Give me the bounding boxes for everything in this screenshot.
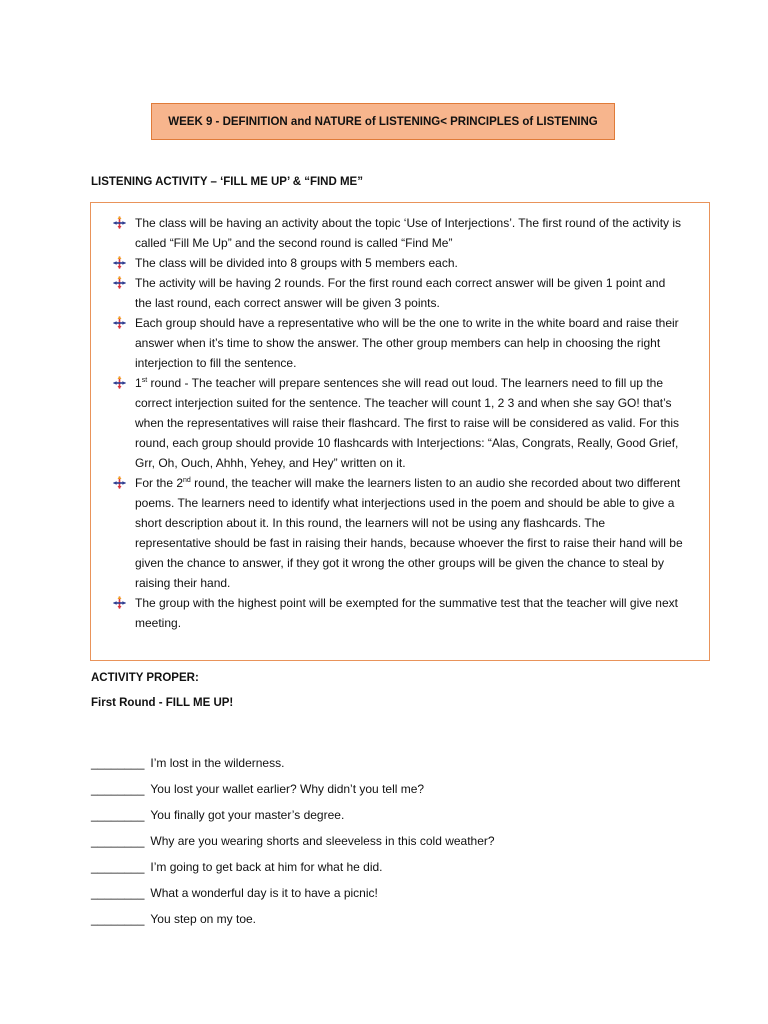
instruction-item: The class will be having an activity about the topic ‘Use of Interjections’. The first round of the activity is called “Fill Me Up” and the second round is called “Find Me” — [113, 213, 683, 253]
four-way-arrow-bullet-icon — [113, 256, 126, 269]
four-way-arrow-bullet-icon — [113, 596, 126, 609]
instruction-item: The activity will be having 2 rounds. For the first round each correct answer will be given 1 point and the last round, each correct answer will be given 3 points. — [113, 273, 683, 313]
four-way-arrow-bullet-icon — [113, 376, 126, 389]
instruction-item: The class will be divided into 8 groups with 5 members each. — [113, 253, 683, 273]
sentence-item: ________ Why are you wearing shorts and sleeveless in this cold weather? — [91, 828, 495, 854]
answer-blank: ________ — [91, 912, 145, 926]
activity-heading: LISTENING ACTIVITY – ‘FILL ME UP’ & “FIND ME” — [91, 176, 363, 188]
page-title-text: WEEK 9 - DEFINITION and NATURE of LISTENING< PRINCIPLES of LISTENING — [168, 115, 598, 128]
sentence-item: ________ What a wonderful day is it to have a picnic! — [91, 880, 495, 906]
instruction-item: The group with the highest point will be exempted for the summative test that the teacher will give next meeting. — [113, 593, 683, 633]
four-way-arrow-bullet-icon — [113, 476, 126, 489]
sentence-item: ________ I’m going to get back at him for what he did. — [91, 854, 495, 880]
answer-blank: ________ — [91, 782, 145, 796]
instruction-item: For the 2nd round, the teacher will make the learners listen to an audio she recorded about two different poems. The learners need to identify what interjections used in the poem and should be able to give a short description about it. In this round, the learners will not be using any flashcards. The representative should be fast in raising their hands, because whoever the first to raise their hand will be given the chance to answer, if they got it wrong the other groups will be given the chance to steal by raising their hand. — [113, 473, 683, 593]
page-title — [151, 103, 615, 140]
sentence-item: ________ I’m lost in the wilderness. — [91, 750, 495, 776]
instruction-item: 1st round - The teacher will prepare sentences she will read out loud. The learners need to fill up the correct interjection suited for the sentence. The teacher will count 1, 2 3 and when she say GO! that’s when the representatives will raise their flashcard. The first to raise will be considered as valid. For this round, each group should provide 10 flashcards with Interjections: “Alas, Congrats, Really, Good Grief, Grr, Oh, Ouch, Ahhh, Yehey, and Hey” written on it. — [113, 373, 683, 473]
answer-blank: ________ — [91, 886, 145, 900]
sentence-item: ________ You finally got your master’s degree. — [91, 802, 495, 828]
four-way-arrow-bullet-icon — [113, 276, 126, 289]
instruction-item: Each group should have a representative who will be the one to write in the white board and raise their answer when it’s time to show the answer. The other group members can help in choosing the right interjection to fill the sentence. — [113, 313, 683, 373]
answer-blank: ________ — [91, 808, 145, 822]
four-way-arrow-bullet-icon — [113, 216, 126, 229]
sentence-item: ________ You step on my toe. — [91, 906, 495, 932]
four-way-arrow-bullet-icon — [113, 316, 126, 329]
answer-blank: ________ — [91, 834, 145, 848]
instructions-list — [113, 213, 683, 633]
answer-blank: ________ — [91, 860, 145, 874]
answer-blank: ________ — [91, 756, 145, 770]
first-round-heading: First Round - FILL ME UP! — [91, 697, 234, 709]
sentence-item: ________ You lost your wallet earlier? Why didn’t you tell me? — [91, 776, 495, 802]
sentence-list — [91, 750, 495, 932]
activity-proper-heading: ACTIVITY PROPER: — [91, 672, 199, 684]
